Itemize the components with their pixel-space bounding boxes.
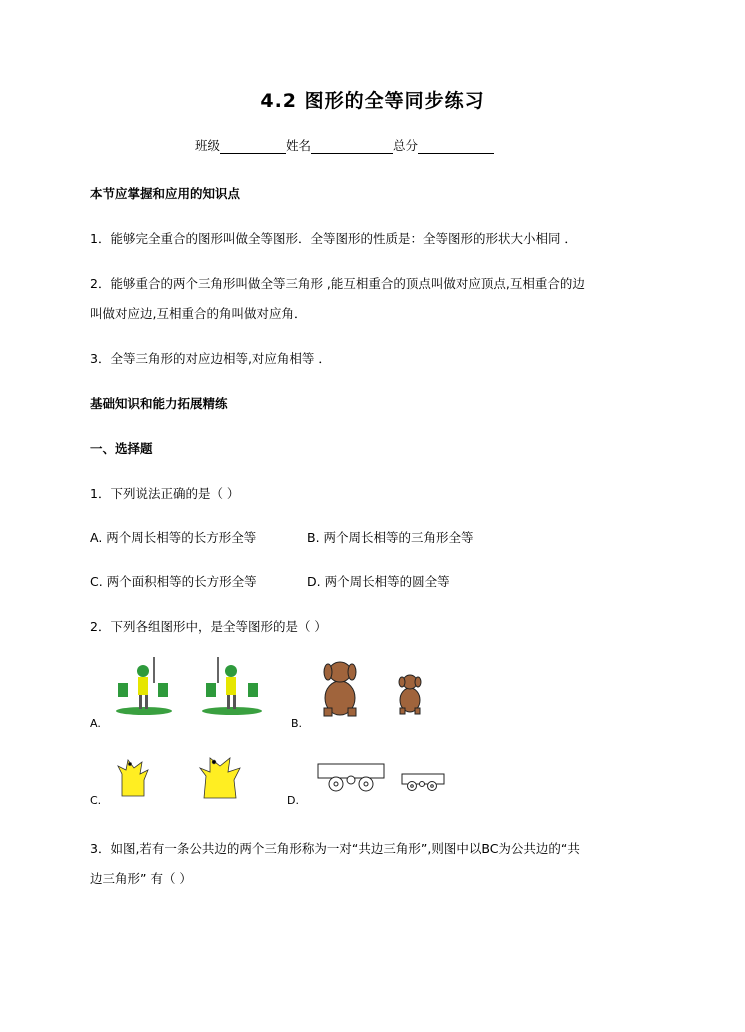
dog-large-icon [324, 662, 356, 716]
cart-small-icon [402, 774, 444, 791]
name-label: 姓名 [286, 138, 312, 153]
q2-label-d[interactable]: D. [287, 794, 299, 807]
question-3-line-2: 边三角形” 有（ ） [90, 871, 192, 886]
carts-figure [314, 760, 450, 796]
q1-option-d[interactable]: D. 两个周长相等的圆全等 [307, 574, 450, 589]
class-blank[interactable] [220, 139, 286, 154]
question-2-stem: 2．下列各组图形中，是全等图形的是（ ） [90, 619, 327, 634]
chick-small-icon [118, 760, 148, 796]
question-1-stem: 1．下列说法正确的是（ ） [90, 486, 240, 501]
name-blank[interactable] [311, 139, 393, 154]
q2-label-a[interactable]: A. [90, 717, 101, 730]
knowledge-point-2: 2．能够重合的两个三角形叫做全等三角形 ,能互相重合的顶点叫做对应顶点,互相重合的边 [90, 276, 585, 291]
section-heading-choice: 一、选择题 [90, 441, 153, 456]
chicks-figure [114, 752, 254, 800]
q1-option-a[interactable]: A. 两个周长相等的长方形全等 [90, 530, 257, 545]
knowledge-point-2-cont: 叫做对应边,互相重合的角叫做对应角． [90, 306, 307, 321]
q1-option-b[interactable]: B. 两个周长相等的三角形全等 [307, 530, 474, 545]
knights-figure [112, 655, 262, 717]
knight-left-icon [116, 657, 172, 715]
dogs-figure [316, 660, 436, 718]
section-heading-knowledge: 本节应掌握和应用的知识点 [90, 186, 241, 201]
dog-small-icon [399, 675, 421, 714]
student-info-line [195, 136, 494, 154]
q2-label-b[interactable]: B. [291, 717, 303, 730]
section-heading-practice: 基础知识和能力拓展精练 [90, 396, 228, 411]
class-label: 班级 [195, 138, 221, 153]
score-label: 总分 [393, 138, 419, 153]
chick-large-icon [200, 758, 240, 798]
knowledge-point-3: 3．全等三角形的对应边相等,对应角相等 ． [90, 351, 331, 366]
knowledge-point-1: 1．能够完全重合的图形叫做全等图形．全等图形的性质是：全等图形的形状大小相同 ． [90, 231, 577, 246]
score-blank[interactable] [418, 139, 494, 154]
knight-right-icon [202, 657, 262, 715]
q2-label-c[interactable]: C. [90, 794, 102, 807]
cart-large-icon [318, 764, 384, 791]
q1-option-c[interactable]: C. 两个面积相等的长方形全等 [90, 574, 257, 589]
question-3-line-1: 3．如图,若有一条公共边的两个三角形称为一对“共边三角形”,则图中以BC为公共边的“共 [90, 841, 580, 856]
page-title: 4.2 图形的全等同步练习 [260, 90, 485, 112]
